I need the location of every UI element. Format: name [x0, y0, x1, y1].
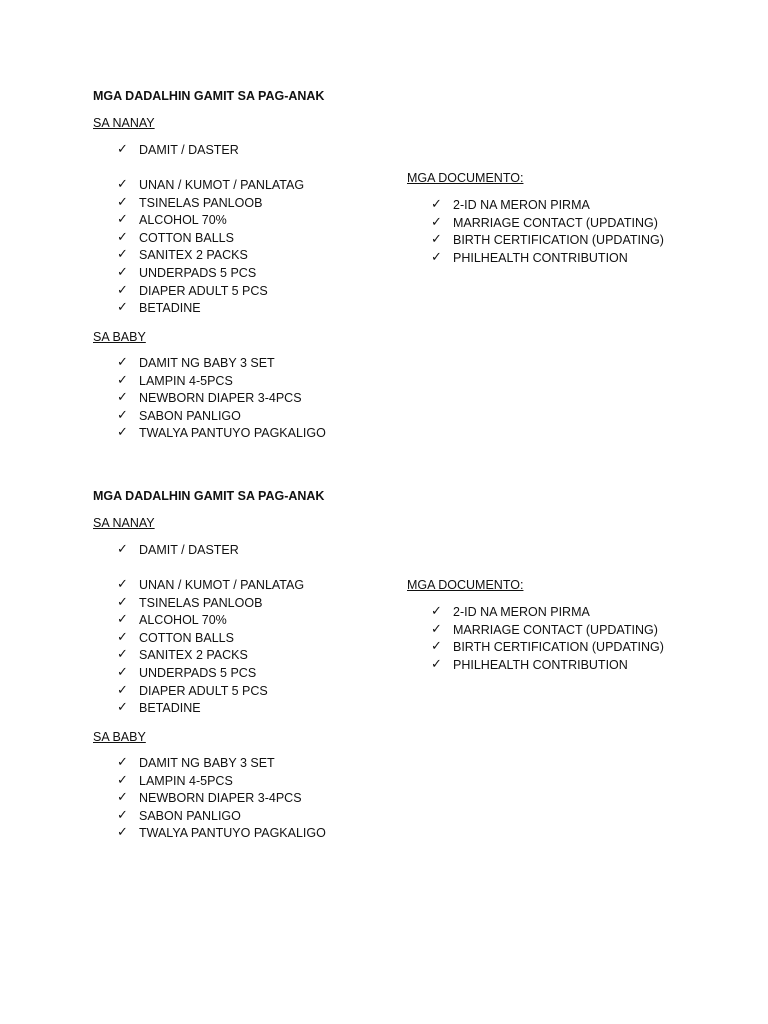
- section-heading-documents: MGA DOCUMENTO:: [407, 578, 524, 592]
- check-icon: ✓: [117, 593, 128, 609]
- check-icon: ✓: [117, 699, 128, 715]
- check-icon: ✓: [117, 246, 128, 262]
- checklist-title: MGA DADALHIN GAMIT SA PAG-ANAK: [93, 89, 325, 103]
- check-icon: ✓: [117, 211, 128, 227]
- section-heading-baby: SA BABY: [93, 730, 146, 744]
- list-item: SABON PANLIGO: [139, 808, 241, 823]
- check-icon: ✓: [117, 281, 128, 297]
- check-icon: ✓: [431, 655, 442, 671]
- document-item: PHILHEALTH CONTRIBUTION: [453, 250, 628, 265]
- document-item: 2-ID NA MERON PIRMA: [453, 605, 590, 619]
- document-item: BIRTH CERTIFICATION (UPDATING): [453, 640, 664, 655]
- list-item: UNDERPADS 5 PCS: [139, 266, 257, 280]
- check-icon: ✓: [431, 196, 442, 211]
- section-heading-nanay: SA NANAY: [93, 116, 155, 130]
- check-icon: ✓: [117, 264, 128, 279]
- check-icon: ✓: [117, 141, 128, 156]
- check-icon: ✓: [117, 771, 128, 787]
- check-icon: ✓: [117, 541, 128, 556]
- check-icon: ✓: [117, 406, 128, 422]
- check-icon: ✓: [117, 806, 128, 822]
- checklist-block: [0, 488, 768, 888]
- check-icon: ✓: [117, 611, 128, 627]
- check-icon: ✓: [117, 664, 128, 679]
- list-item: NEWBORN DIAPER 3-4PCS: [139, 391, 302, 406]
- checklist-block: [0, 88, 768, 488]
- check-icon: ✓: [117, 628, 128, 644]
- document-item: MARRIAGE CONTACT (UPDATING): [453, 622, 658, 637]
- check-icon: ✓: [117, 646, 128, 662]
- list-item: UNAN / KUMOT / PANLATAG: [139, 178, 305, 192]
- check-icon: ✓: [117, 193, 128, 209]
- check-icon: ✓: [117, 176, 128, 191]
- list-item: COTTON BALLS: [139, 630, 234, 645]
- list-item: DAMIT / DASTER: [139, 543, 239, 557]
- document-item: BIRTH CERTIFICATION (UPDATING): [453, 233, 664, 248]
- document-item: 2-ID NA MERON PIRMA: [453, 198, 590, 212]
- list-item: BETADINE: [139, 301, 201, 316]
- list-item: TWALYA PANTUYO PAGKALIGO: [139, 826, 326, 841]
- list-item: UNAN / KUMOT / PANLATAG: [139, 578, 305, 592]
- list-item: DIAPER ADULT 5 PCS: [139, 283, 268, 298]
- check-icon: ✓: [117, 424, 128, 440]
- check-icon: ✓: [117, 371, 128, 387]
- list-item: SANITEX 2 PACKS: [139, 648, 248, 663]
- check-icon: ✓: [117, 754, 128, 769]
- list-item: DAMIT / DASTER: [139, 143, 239, 157]
- list-item: LAMPIN 4-5PCS: [139, 773, 233, 788]
- check-icon: ✓: [431, 213, 442, 229]
- document-item: PHILHEALTH CONTRIBUTION: [453, 657, 628, 672]
- list-item: TSINELAS PANLOOB: [139, 195, 263, 210]
- list-item: UNDERPADS 5 PCS: [139, 666, 257, 680]
- section-heading-nanay: SA NANAY: [93, 516, 155, 530]
- section-heading-baby: SA BABY: [93, 330, 146, 344]
- list-item: DAMIT NG BABY 3 SET: [139, 756, 275, 770]
- check-icon: ✓: [117, 299, 128, 315]
- section-heading-documents: MGA DOCUMENTO:: [407, 171, 524, 185]
- list-item: BETADINE: [139, 701, 201, 716]
- list-item: TWALYA PANTUYO PAGKALIGO: [139, 426, 326, 441]
- check-icon: ✓: [117, 576, 128, 591]
- check-icon: ✓: [117, 354, 128, 369]
- check-icon: ✓: [117, 228, 128, 244]
- check-icon: ✓: [117, 789, 128, 805]
- list-item: SANITEX 2 PACKS: [139, 248, 248, 263]
- check-icon: ✓: [431, 603, 442, 618]
- list-item: COTTON BALLS: [139, 230, 234, 245]
- list-item: ALCOHOL 70%: [139, 213, 227, 228]
- document-item: MARRIAGE CONTACT (UPDATING): [453, 215, 658, 230]
- check-icon: ✓: [117, 824, 128, 840]
- checklist-title: MGA DADALHIN GAMIT SA PAG-ANAK: [93, 489, 325, 503]
- list-item: DIAPER ADULT 5 PCS: [139, 683, 268, 698]
- check-icon: ✓: [117, 681, 128, 697]
- list-item: LAMPIN 4-5PCS: [139, 373, 233, 388]
- list-item: SABON PANLIGO: [139, 408, 241, 423]
- check-icon: ✓: [431, 620, 442, 636]
- check-icon: ✓: [431, 638, 442, 654]
- list-item: DAMIT NG BABY 3 SET: [139, 356, 275, 370]
- check-icon: ✓: [431, 248, 442, 264]
- check-icon: ✓: [117, 389, 128, 405]
- check-icon: ✓: [431, 231, 442, 247]
- list-item: ALCOHOL 70%: [139, 613, 227, 628]
- list-item: NEWBORN DIAPER 3-4PCS: [139, 791, 302, 806]
- list-item: TSINELAS PANLOOB: [139, 595, 263, 610]
